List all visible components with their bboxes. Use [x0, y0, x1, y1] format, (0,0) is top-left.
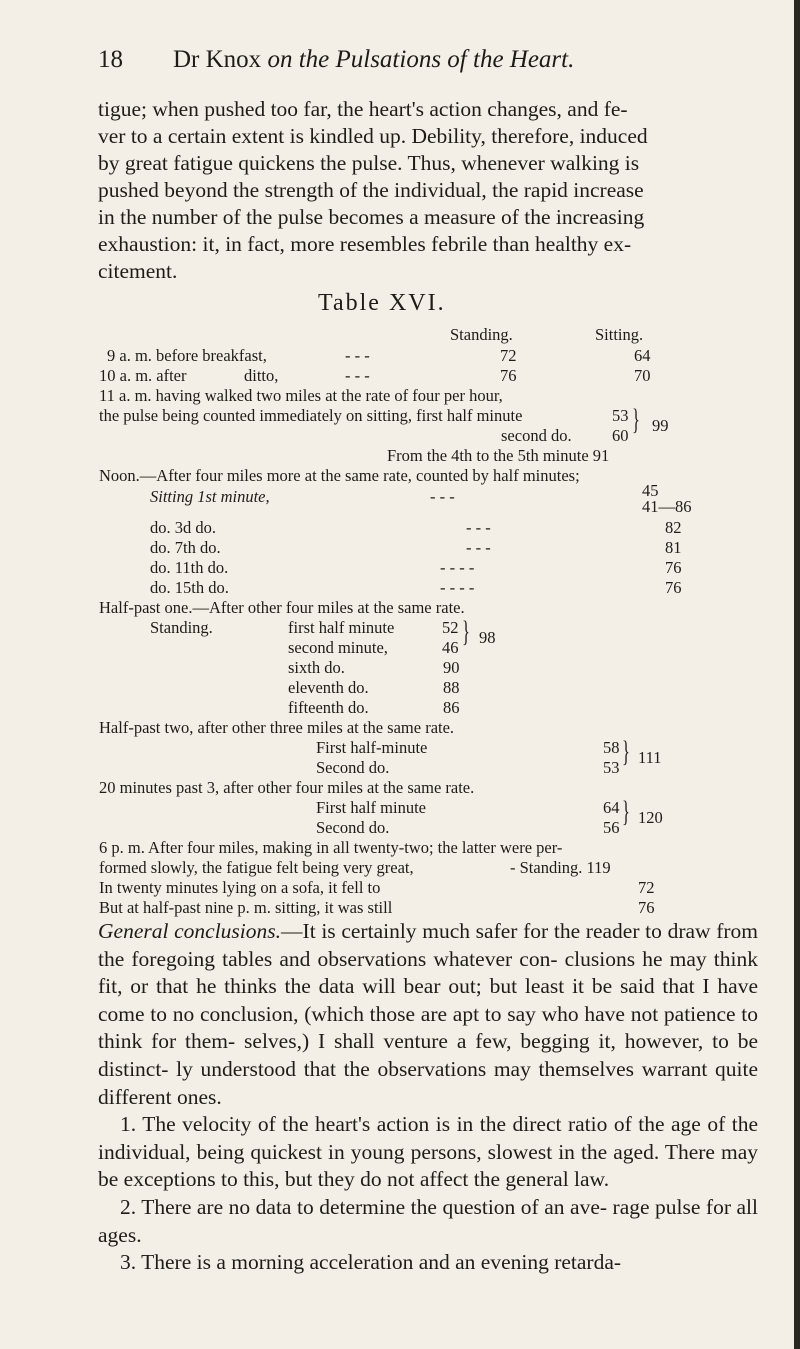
value: 60: [612, 426, 629, 445]
conclusion-item-2: 2. There are no data to determine the question of an ave- rage pulse for all ages.: [98, 1194, 758, 1247]
pm-line: In twenty minutes lying on a sofa, it fell to: [99, 878, 381, 897]
page-edge: [794, 0, 800, 1349]
hp1-row-label: fifteenth do.: [288, 698, 369, 717]
row-text: the pulse being counted immediately on sitting, first half minute: [99, 406, 523, 425]
noon-row-label: Sitting 1st minute,: [150, 487, 270, 506]
section-line: Half-past one.—After other four miles at the same rate.: [99, 598, 465, 617]
hp1-row-label: sixth do.: [288, 658, 345, 677]
value: 53: [612, 406, 629, 425]
row-leader: - - - -: [440, 578, 475, 597]
hp2-value: 53: [603, 758, 620, 777]
intro-line: by great fatigue quickens the pulse. Thus, whenever walking is: [98, 151, 640, 175]
conclusions-paragraph: [98, 918, 758, 1111]
page-number: 18: [98, 46, 123, 73]
row-text: 11 a. m. having walked two miles at the rate of four per hour,: [99, 386, 503, 405]
hp1-value: 46: [442, 638, 459, 657]
value-sitting: 70: [634, 366, 651, 385]
brace-symbol: }: [632, 403, 640, 436]
noon-value: 45: [642, 481, 659, 500]
section-line: Noon.—After four miles more at the same rate, counted by half minutes;: [99, 466, 580, 485]
intro-line: in the number of the pulse becomes a measure of the increasing: [98, 205, 645, 229]
brace-symbol: }: [462, 615, 470, 648]
value-sitting: 64: [634, 346, 651, 365]
hp1-row-label: second minute,: [288, 638, 388, 657]
noon-row-label: do. 3d do.: [150, 518, 216, 537]
noon-value: 41—86: [642, 497, 692, 516]
brace-symbol: }: [622, 795, 630, 828]
row-leader: - - -: [430, 487, 455, 506]
conclusions-heading: General conclusions.: [98, 919, 282, 943]
conclusions-text: —It is certainly much safer for the reader to draw from the foregoing tables and observations whatever con- clusions he may think fit, or that he thinks the data will bear out; but least it be said that I have come to no conclusion, (which those are apt to say who have not patience to think for them- selves,) I shall venture a few, begging it, however, to be distinct- ly understood that the observations may themselves warrant quite different ones.: [98, 919, 759, 1109]
conclusion-item-3: 3. There is a morning acceleration and an evening retarda-: [120, 1250, 622, 1275]
row-leader: - - - -: [440, 558, 475, 577]
running-title: [173, 46, 574, 74]
pm-line: 6 p. m. After four miles, making in all twenty-two; the latter were per-: [99, 838, 563, 857]
noon-value: 76: [665, 558, 682, 577]
intro-line: ver to a certain extent is kindled up. Debility, therefore, induced: [98, 124, 648, 148]
noon-row-label: do. 7th do.: [150, 538, 221, 557]
hp1-row-label: first half minute: [288, 618, 395, 637]
tw-value: 56: [603, 818, 620, 837]
intro-line: tigue; when pushed too far, the heart's action changes, and fe-: [98, 97, 628, 121]
value-standing: 72: [500, 346, 517, 365]
value-total: 99: [652, 416, 669, 435]
hp1-value: 52: [442, 618, 459, 637]
brace-symbol: }: [622, 735, 630, 768]
section-line: 20 minutes past 3, after other four miles at the same rate.: [99, 778, 475, 797]
intro-line: citement.: [98, 259, 178, 283]
col-header-standing: Standing.: [450, 325, 513, 344]
col-header-sitting: Sitting.: [595, 325, 644, 344]
pm-line: But at half-past nine p. m. sitting, it was still: [99, 898, 393, 917]
pm-line-value: 72: [638, 878, 655, 897]
hp1-value: 88: [443, 678, 460, 697]
standing-label: Standing.: [150, 618, 213, 637]
noon-value: 76: [665, 578, 682, 597]
noon-value: 82: [665, 518, 682, 537]
conclusions: [98, 918, 758, 1277]
hp1-total: 98: [479, 628, 496, 647]
hp1-value: 90: [443, 658, 460, 677]
row-leader: - - -: [345, 366, 370, 385]
hp2-value: 58: [603, 738, 620, 757]
tw-value: 64: [603, 798, 620, 817]
row-text: second do.: [501, 426, 572, 445]
row-leader: - - -: [345, 346, 370, 365]
hp2-label: First half-minute: [316, 738, 428, 757]
intro-line: exhaustion: it, in fact, more resembles febrile than healthy ex-: [98, 232, 632, 256]
pm-line-value: 76: [638, 898, 655, 917]
conclusion-item-1: 1. The velocity of the heart's action is in the direct ratio of the age of the individual, being quickest in young persons, slowest in the aged. There may be exceptions to this, but they do not affect the general law.: [98, 1112, 758, 1192]
row-label-ditto: ditto,: [244, 366, 279, 385]
pm-line: formed slowly, the fatigue felt being very great,: [99, 858, 414, 877]
row-text: From the 4th to the 5th minute 91: [387, 446, 610, 465]
running-title-italic: on the Pulsations of the Heart.: [267, 46, 575, 73]
tw-label: Second do.: [316, 818, 390, 837]
hp2-total: 111: [638, 748, 662, 767]
noon-value: 81: [665, 538, 682, 557]
pm-line-value: - Standing. 119: [510, 858, 611, 877]
noon-row-label: do. 11th do.: [150, 558, 229, 577]
section-line: Half-past two, after other three miles at the same rate.: [99, 718, 455, 737]
row-label: 10 a. m. after: [99, 366, 187, 385]
hp1-row-label: eleventh do.: [288, 678, 369, 697]
tw-label: First half minute: [316, 798, 426, 817]
hp2-label: Second do.: [316, 758, 390, 777]
table-title: Table XVI.: [318, 290, 446, 316]
row-leader: - - -: [466, 538, 491, 557]
hp1-value: 86: [443, 698, 460, 717]
intro-line: pushed beyond the strength of the individual, the rapid increase: [98, 178, 644, 202]
row-label: 9 a. m. before breakfast,: [107, 346, 267, 365]
value-standing: 76: [500, 366, 517, 385]
noon-row-label: do. 15th do.: [150, 578, 229, 597]
running-title-prefix: Dr Knox: [173, 46, 262, 73]
row-leader: - - -: [466, 518, 491, 537]
tw-total: 120: [638, 808, 663, 827]
